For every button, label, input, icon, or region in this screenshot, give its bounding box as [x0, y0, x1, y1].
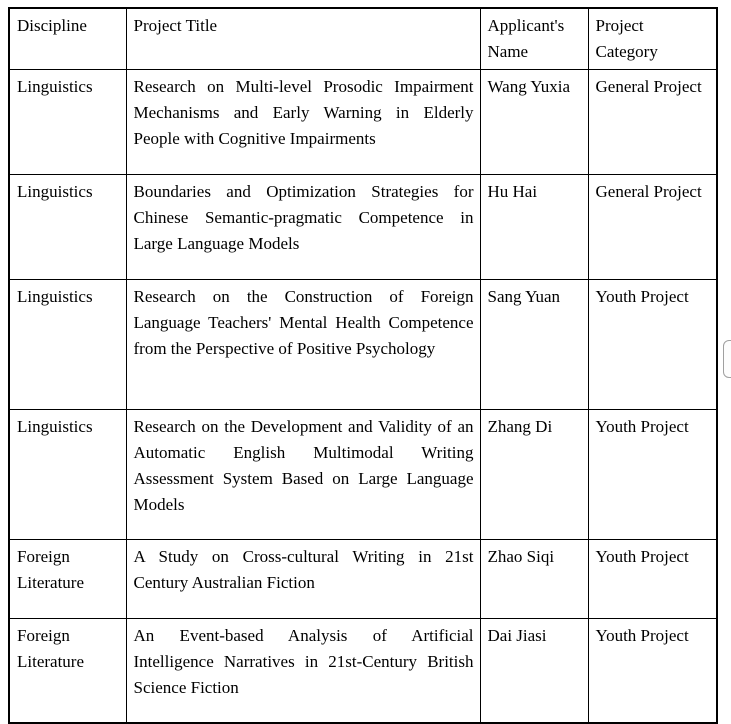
cell-discipline: Linguistics — [9, 175, 126, 280]
cell-project-category: Youth Project — [588, 280, 717, 410]
cell-applicant-name: Hu Hai — [480, 175, 588, 280]
table-row — [9, 540, 717, 619]
cell-project-title: An Event-based Analysis of Artificial Intelligence Narratives in 21st-Century British Science Fiction — [126, 619, 480, 723]
cell-project-category: General Project — [588, 70, 717, 175]
cell-project-title: Research on the Construction of Foreign Language Teachers' Mental Health Competence from the Perspective of Positive Psychology — [126, 280, 480, 410]
cell-project-category: Youth Project — [588, 540, 717, 619]
cell-project-title: A Study on Cross-cultural Writing in 21st Century Australian Fiction — [126, 540, 480, 619]
cell-applicant-name: Zhao Siqi — [480, 540, 588, 619]
cell-project-category: Youth Project — [588, 619, 717, 723]
table-row — [9, 410, 717, 540]
table-row — [9, 175, 717, 280]
cell-project-category: General Project — [588, 175, 717, 280]
projects-table — [8, 7, 718, 724]
cell-project-title: Boundaries and Optimization Strategies for Chinese Semantic-pragmatic Competence in Large Language Models — [126, 175, 480, 280]
cell-applicant-name: Wang Yuxia — [480, 70, 588, 175]
header-project-category: Project Category — [588, 8, 717, 70]
header-project-title: Project Title — [126, 8, 480, 70]
cell-discipline: Foreign Literature — [9, 540, 126, 619]
table-header-row — [9, 8, 717, 70]
cell-project-title: Research on the Development and Validity of an Automatic English Multimodal Writing Assessment System Based on Large Language Models — [126, 410, 480, 540]
table-row — [9, 619, 717, 723]
table-row — [9, 70, 717, 175]
cell-discipline: Linguistics — [9, 70, 126, 175]
cell-discipline: Foreign Literature — [9, 619, 126, 723]
cell-discipline: Linguistics — [9, 410, 126, 540]
cell-discipline: Linguistics — [9, 280, 126, 410]
header-discipline: Discipline — [9, 8, 126, 70]
cell-applicant-name: Zhang Di — [480, 410, 588, 540]
cell-applicant-name: Dai Jiasi — [480, 619, 588, 723]
table-row — [9, 280, 717, 410]
cell-project-category: Youth Project — [588, 410, 717, 540]
header-applicant-name: Applicant's Name — [480, 8, 588, 70]
cell-project-title: Research on Multi-level Prosodic Impairment Mechanisms and Early Warning in Elderly People with Cognitive Impairments — [126, 70, 480, 175]
scrollbar-thumb[interactable] — [723, 340, 731, 378]
cell-applicant-name: Sang Yuan — [480, 280, 588, 410]
